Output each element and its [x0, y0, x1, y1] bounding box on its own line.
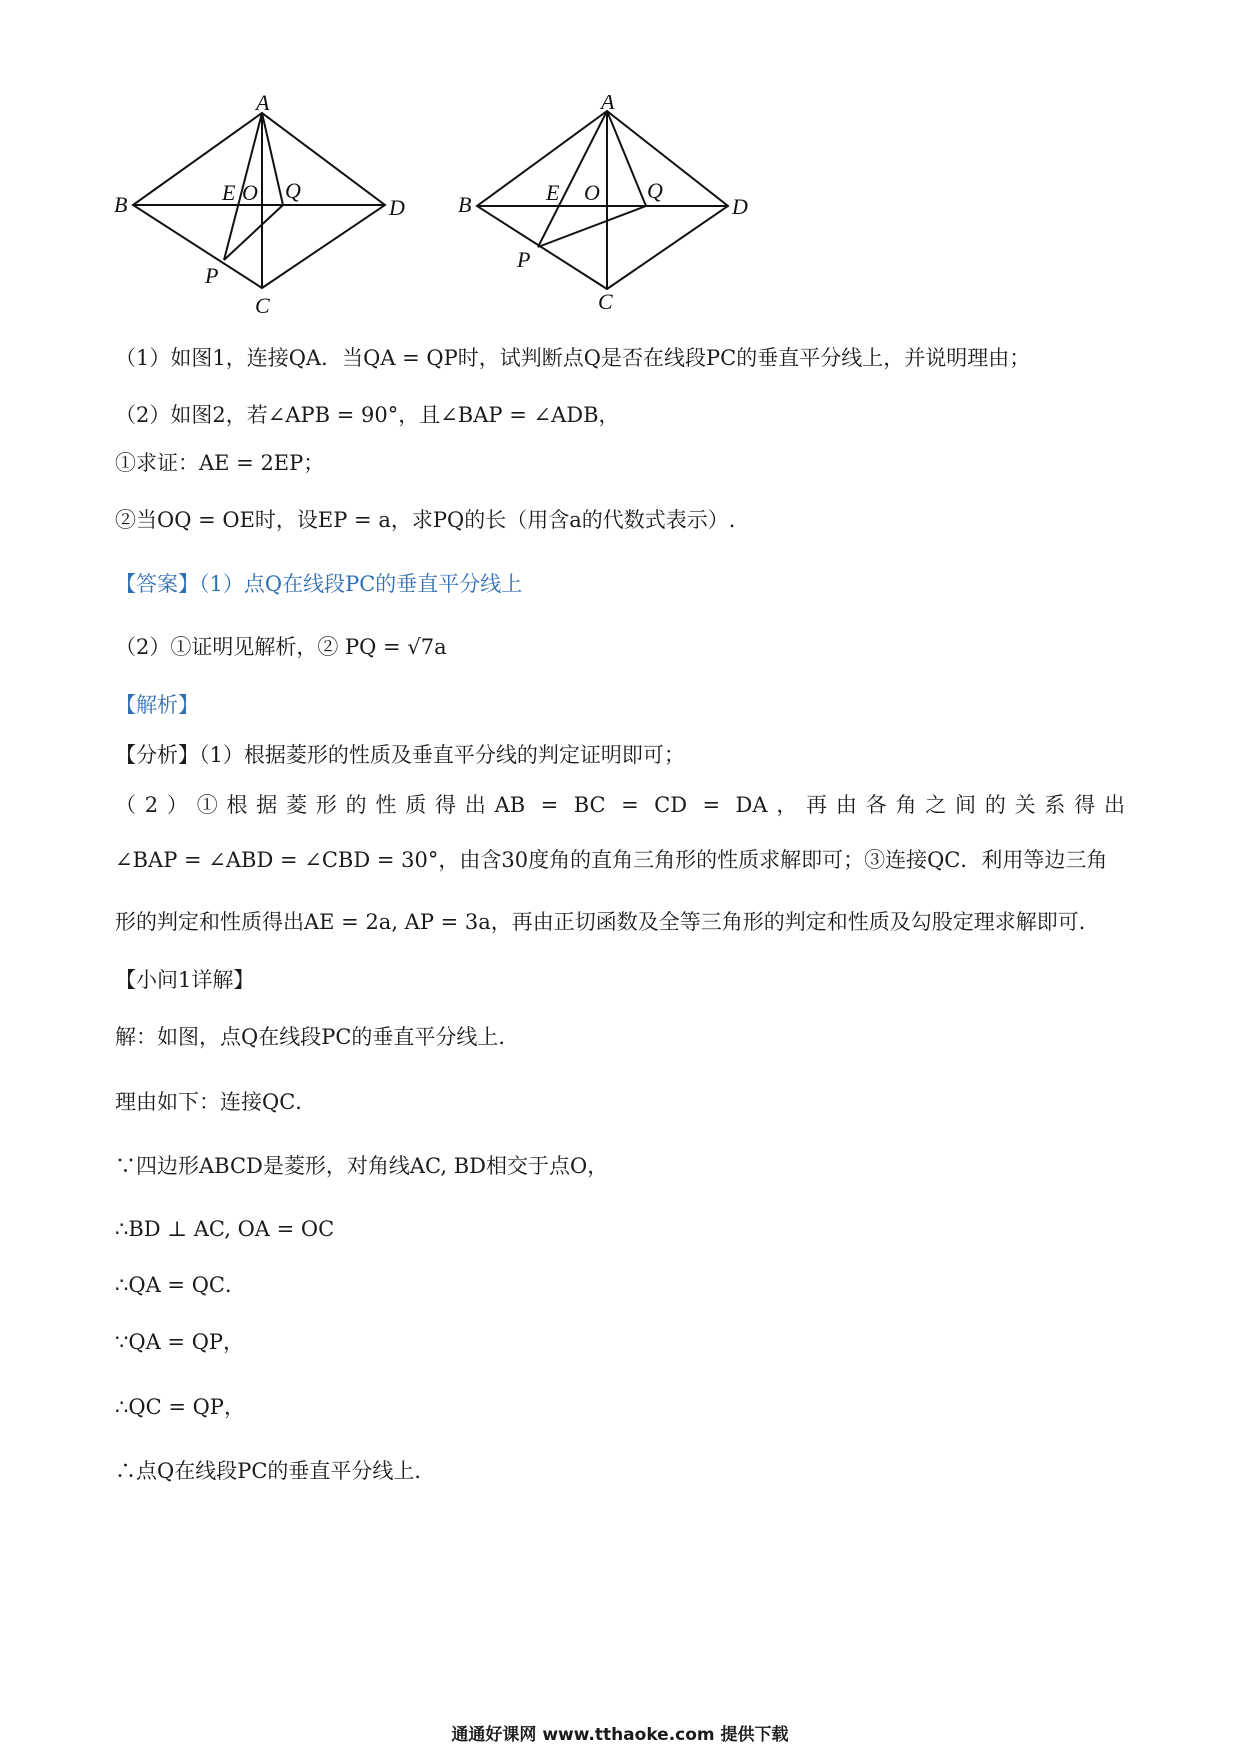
solution-5: ∴QA = QC． — [115, 1273, 246, 1297]
question-2-part-2: ②当OQ = OE时，设EP = a，求PQ的长（用含a的代数式表示）. — [115, 508, 736, 532]
solution-3: ∵四边形ABCD是菱形，对角线AC, BD相交于点O， — [115, 1154, 609, 1178]
page-footer: 通通好课网 www.tthaoke.com 提供下载 — [451, 1725, 789, 1745]
analysis-2: （2）①根据菱形的性质得出AB = BC = CD = DA，再由各角之间的关系得出 — [115, 793, 1125, 817]
label-P: P — [517, 247, 531, 272]
rhombus-diagram-2 — [450, 95, 770, 325]
label-A: A — [601, 95, 615, 114]
label-O: O — [242, 180, 258, 205]
question-2: （2）如图2，若∠APB = 90°，且∠BAP = ∠ADB， — [115, 403, 620, 427]
answer-part-2: （2）①证明见解析，② PQ = √7a — [115, 635, 447, 659]
label-D: D — [389, 195, 405, 220]
answer-heading: 【答案】（1）点Q在线段PC的垂直平分线上 — [115, 572, 523, 596]
label-P: P — [205, 263, 219, 288]
solution-6: ∵QA = QP， — [115, 1330, 245, 1354]
label-A: A — [256, 95, 270, 115]
solution-1: 解：如图，点Q在线段PC的垂直平分线上． — [115, 1025, 520, 1049]
figure-2 — [450, 95, 770, 325]
label-Q: Q — [647, 178, 663, 203]
solution-4: ∴BD ⊥ AC, OA = OC — [115, 1217, 335, 1241]
analysis-1: 【分析】（1）根据菱形的性质及垂直平分线的判定证明即可； — [115, 743, 685, 767]
label-O: O — [584, 180, 600, 205]
analysis-4: 形的判定和性质得出AE = 2a, AP = 3a，再由正切函数及全等三角形的判定和性质及勾股定理求解即可． — [115, 910, 1100, 934]
label-C: C — [598, 289, 613, 314]
question-2-part-1: ①求证：AE = 2EP； — [115, 451, 325, 475]
label-B: B — [458, 192, 472, 217]
analysis-heading: 【解析】 — [115, 693, 199, 717]
solution-8: ∴点Q在线段PC的垂直平分线上． — [115, 1459, 436, 1483]
question-1: （1）如图1，连接QA．当QA = QP时，试判断点Q是否在线段PC的垂直平分线上，并说明理由； — [115, 346, 1031, 370]
label-E: E — [546, 180, 560, 205]
label-B: B — [114, 192, 128, 217]
solution-2: 理由如下：连接QC． — [115, 1090, 317, 1114]
solution-7: ∴QC = QP， — [115, 1395, 245, 1419]
analysis-3: ∠BAP = ∠ABD = ∠CBD = 30°，由含30度角的直角三角形的性质求解即可；③连接QC．利用等边三角 — [115, 848, 1108, 872]
label-C: C — [255, 293, 270, 318]
label-Q: Q — [285, 178, 301, 203]
rhombus-diagram-1 — [100, 95, 420, 325]
subquestion-1-heading: 【小问1详解】 — [115, 968, 255, 992]
label-E: E — [222, 180, 236, 205]
label-D: D — [732, 194, 748, 219]
figure-1 — [100, 95, 420, 325]
